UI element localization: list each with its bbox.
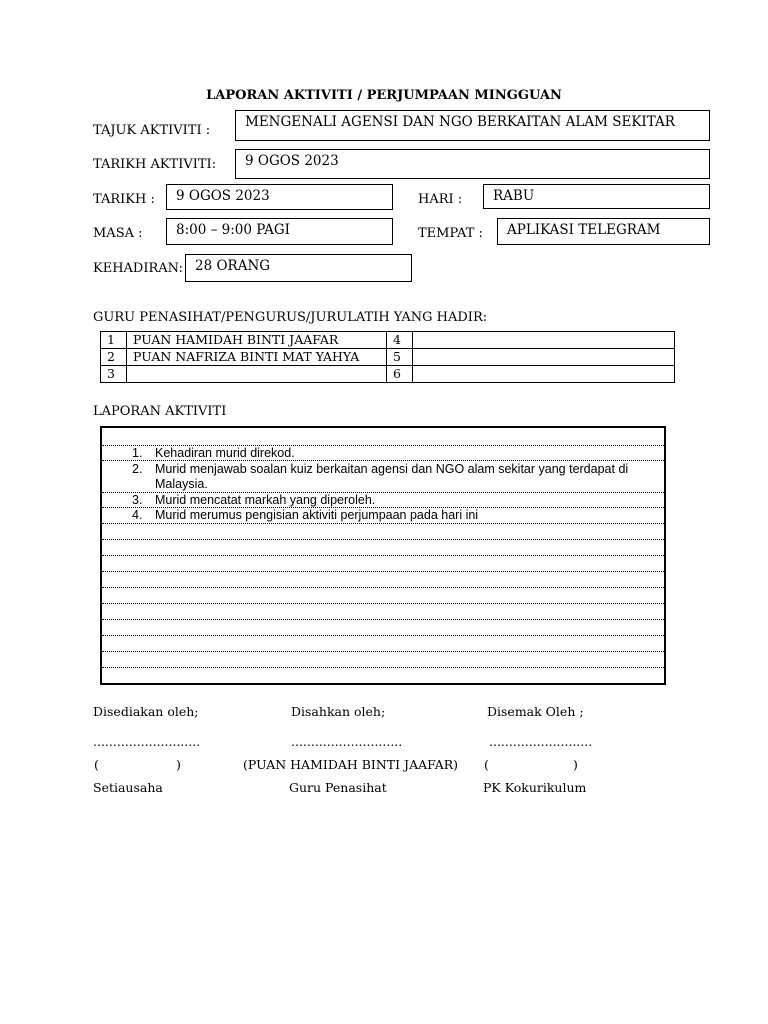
table-row xyxy=(101,366,675,383)
dotted-line xyxy=(102,539,664,540)
item-number: 3. xyxy=(132,492,143,507)
laporan-heading: LAPORAN AKTIVITI xyxy=(93,404,227,419)
page-title: LAPORAN AKTIVITI / PERJUMPAAN MINGGUAN xyxy=(206,88,562,103)
role-guru-penasihat: Guru Penasihat xyxy=(289,780,387,795)
name-open-paren-3: ( xyxy=(484,757,489,772)
laporan-box[interactable] xyxy=(100,426,666,685)
dotted-line xyxy=(102,603,664,604)
dotted-line xyxy=(102,587,664,588)
tarikh-field[interactable]: 9 OGOS 2023 xyxy=(166,184,393,210)
list-item xyxy=(132,493,642,509)
item-text: Murid merumus pengisian aktiviti perjumpaan pada hari ini xyxy=(155,508,479,522)
disahkan-label: Disahkan oleh; xyxy=(291,704,386,719)
name-open-paren-1: ( xyxy=(94,757,99,772)
disemak-label: Disemak Oleh ; xyxy=(487,704,584,719)
tarikh-label: TARIKH : xyxy=(93,192,155,207)
list-item xyxy=(132,446,642,462)
signature-line-1[interactable]: ........................... xyxy=(93,734,201,749)
dotted-line xyxy=(102,651,664,652)
list-item xyxy=(132,462,642,493)
row-number: 3 xyxy=(101,366,127,383)
name-close-paren-3: ) xyxy=(573,757,578,772)
dotted-line xyxy=(102,555,664,556)
item-number: 4. xyxy=(132,508,143,522)
hari-label: HARI : xyxy=(418,192,463,207)
row-number: 5 xyxy=(387,349,413,366)
row-number: 1 xyxy=(101,332,127,349)
row-number: 2 xyxy=(101,349,127,366)
name-close-paren-1: ) xyxy=(176,757,181,772)
list-item xyxy=(132,508,642,524)
tempat-field[interactable]: APLIKASI TELEGRAM xyxy=(497,218,710,245)
item-text: Kehadiran murid direkod. xyxy=(155,446,295,460)
signature-line-2[interactable]: ............................ xyxy=(291,734,403,749)
signature-line-3[interactable]: .......................... xyxy=(489,734,593,749)
dotted-line xyxy=(102,571,664,572)
guru-name-cell[interactable]: PUAN NAFRIZA BINTI MAT YAHYA xyxy=(127,349,387,366)
kehadiran-label: KEHADIRAN: xyxy=(93,261,183,276)
guru-name-cell[interactable] xyxy=(413,366,675,383)
guru-name-cell[interactable] xyxy=(413,332,675,349)
guru-name-cell[interactable] xyxy=(127,366,387,383)
item-text: Murid mencatat markah yang diperoleh. xyxy=(155,492,376,507)
hari-field[interactable]: RABU xyxy=(483,184,710,209)
tarikh-aktiviti-label: TARIKH AKTIVITI: xyxy=(93,157,217,172)
disediakan-label: Disediakan oleh; xyxy=(93,704,199,719)
tempat-label: TEMPAT : xyxy=(418,226,483,241)
dotted-line xyxy=(102,619,664,620)
table-row xyxy=(101,349,675,366)
guru-heading: GURU PENASIHAT/PENGURUS/JURULATIH YANG HADIR: xyxy=(93,310,488,325)
row-number: 6 xyxy=(387,366,413,383)
role-setiausaha: Setiausaha xyxy=(93,780,163,795)
dotted-line xyxy=(102,667,664,668)
guru-penasihat-name: (PUAN HAMIDAH BINTI JAAFAR) xyxy=(243,757,459,772)
masa-field[interactable]: 8:00 – 9:00 PAGI xyxy=(166,218,393,245)
guru-name-cell[interactable]: PUAN HAMIDAH BINTI JAAFAR xyxy=(127,332,387,349)
table-row xyxy=(101,332,675,349)
item-number: 1. xyxy=(132,446,143,460)
guru-name-cell[interactable] xyxy=(413,349,675,366)
kehadiran-field[interactable]: 28 ORANG xyxy=(185,254,412,282)
role-pk-kokurikulum: PK Kokurikulum xyxy=(483,780,587,795)
tajuk-field[interactable]: MENGENALI AGENSI DAN NGO BERKAITAN ALAM SEKITAR xyxy=(235,110,710,141)
tarikh-aktiviti-field[interactable]: 9 OGOS 2023 xyxy=(235,149,710,179)
tajuk-label: TAJUK AKTIVITI : xyxy=(93,123,211,138)
guru-table xyxy=(100,331,675,383)
laporan-list xyxy=(132,446,642,524)
dotted-line xyxy=(102,635,664,636)
item-number: 2. xyxy=(132,461,143,476)
row-number: 4 xyxy=(387,332,413,349)
masa-label: MASA : xyxy=(93,226,143,241)
item-text: Murid menjawab soalan kuiz berkaitan agensi dan NGO alam sekitar yang terdapat di Malaysia. xyxy=(155,461,629,491)
